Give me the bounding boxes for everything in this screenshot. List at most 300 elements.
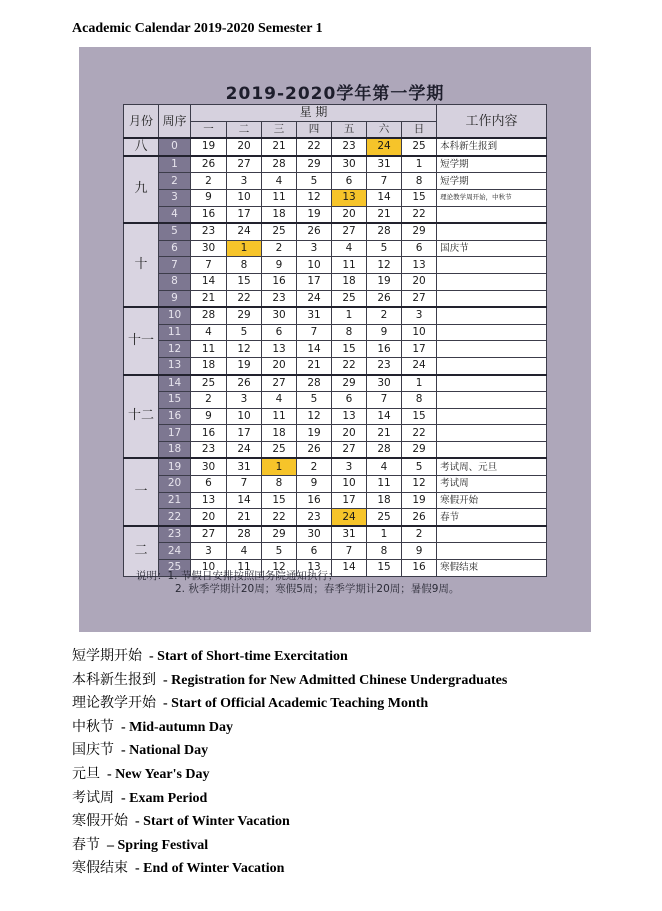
legend-item (72, 835, 507, 859)
week-row (124, 290, 547, 307)
calendar-note-2: 2. 秋季学期计20周；寒假5周；春季学期计20周；暑假9周。 (175, 583, 460, 595)
date-cell: 11 (332, 257, 367, 274)
date-cell: 30 (367, 375, 402, 392)
weekday-header: 四 (297, 121, 332, 138)
date-cell: 12 (402, 476, 437, 493)
date-cell: 11 (227, 560, 262, 577)
header-weekday-group: 星 期 (191, 105, 437, 122)
week-number: 12 (159, 341, 191, 358)
date-cell: 16 (262, 273, 297, 290)
legend-english-translation: - New Year's Day (107, 766, 210, 782)
week-row (124, 425, 547, 442)
date-cell: 9 (297, 476, 332, 493)
week-row (124, 375, 547, 392)
header-month: 月份 (124, 105, 159, 139)
work-content (437, 441, 547, 458)
date-cell: 26 (227, 375, 262, 392)
date-cell: 11 (262, 189, 297, 206)
date-cell: 12 (227, 341, 262, 358)
date-cell: 6 (191, 476, 227, 493)
week-row (124, 156, 547, 173)
month-label: 二 (124, 526, 159, 576)
date-cell: 29 (227, 307, 262, 324)
date-cell: 30 (191, 240, 227, 257)
date-cell: 30 (262, 307, 297, 324)
date-cell: 15 (227, 273, 262, 290)
date-cell: 7 (367, 173, 402, 190)
week-row (124, 223, 547, 240)
date-cell: 25 (262, 223, 297, 240)
date-cell: 1 (332, 307, 367, 324)
date-cell: 25 (191, 375, 227, 392)
header-week: 周序 (159, 105, 191, 139)
week-number: 5 (159, 223, 191, 240)
work-content (437, 375, 547, 392)
date-cell: 28 (227, 526, 262, 543)
date-cell: 16 (402, 560, 437, 577)
legend-english-translation: - Mid-autumn Day (121, 719, 234, 735)
date-cell: 1 (367, 526, 402, 543)
date-cell: 5 (262, 543, 297, 560)
month-label: 十二 (124, 375, 159, 459)
work-content: 考试周 (437, 476, 547, 493)
date-cell: 1 (402, 375, 437, 392)
work-content: 寒假结束 (437, 560, 547, 577)
week-number: 6 (159, 240, 191, 257)
date-cell: 28 (191, 307, 227, 324)
date-cell: 8 (227, 257, 262, 274)
date-cell: 7 (227, 476, 262, 493)
legend-item (72, 811, 507, 835)
date-cell: 19 (227, 357, 262, 374)
week-row (124, 492, 547, 509)
legend-chinese-term: 春节 (72, 836, 100, 853)
date-cell: 2 (191, 173, 227, 190)
week-number: 21 (159, 492, 191, 509)
calendar-image (79, 47, 591, 632)
week-number: 16 (159, 408, 191, 425)
work-content: 理论教学周开始，中秋节 (437, 189, 547, 206)
week-row (124, 458, 547, 475)
legend-chinese-term: 本科新生报到 (72, 671, 156, 688)
weekday-header: 五 (332, 121, 367, 138)
weekday-header: 三 (262, 121, 297, 138)
work-content: 短学期 (437, 173, 547, 190)
date-cell: 25 (262, 441, 297, 458)
week-number: 3 (159, 189, 191, 206)
date-cell: 10 (297, 257, 332, 274)
date-cell: 4 (227, 543, 262, 560)
date-cell: 3 (227, 173, 262, 190)
week-row (124, 509, 547, 526)
date-cell: 26 (297, 223, 332, 240)
date-cell: 5 (367, 240, 402, 257)
week-number: 11 (159, 324, 191, 341)
date-cell: 31 (367, 156, 402, 173)
date-cell: 21 (191, 290, 227, 307)
date-cell: 19 (191, 138, 227, 156)
date-cell: 22 (297, 138, 332, 156)
date-cell: 15 (332, 341, 367, 358)
week-row (124, 206, 547, 223)
date-cell: 17 (332, 492, 367, 509)
date-cell: 1 (402, 156, 437, 173)
date-cell: 24 (227, 441, 262, 458)
date-cell: 22 (402, 425, 437, 442)
weekday-header: 日 (402, 121, 437, 138)
date-cell: 5 (297, 173, 332, 190)
date-cell: 23 (191, 223, 227, 240)
date-cell: 29 (332, 375, 367, 392)
month-label: 一 (124, 458, 159, 525)
date-cell: 14 (367, 408, 402, 425)
week-number: 24 (159, 543, 191, 560)
date-cell: 13 (262, 341, 297, 358)
date-cell: 15 (262, 492, 297, 509)
highlighted-date-cell: 13 (332, 189, 367, 206)
weekday-header: 二 (227, 121, 262, 138)
date-cell: 12 (297, 408, 332, 425)
date-cell: 20 (332, 425, 367, 442)
date-cell: 25 (367, 509, 402, 526)
date-cell: 25 (402, 138, 437, 156)
date-cell: 2 (297, 458, 332, 475)
calendar-heading: 2019-2020学年第一学期 (225, 84, 445, 104)
date-cell: 29 (402, 441, 437, 458)
date-cell: 29 (297, 156, 332, 173)
work-content (437, 257, 547, 274)
date-cell: 30 (191, 458, 227, 475)
date-cell: 18 (332, 273, 367, 290)
date-cell: 7 (367, 392, 402, 409)
work-content (437, 290, 547, 307)
date-cell: 13 (191, 492, 227, 509)
date-cell: 9 (402, 543, 437, 560)
date-cell: 16 (297, 492, 332, 509)
week-number: 14 (159, 375, 191, 392)
date-cell: 10 (332, 476, 367, 493)
legend-chinese-term: 中秋节 (72, 718, 114, 735)
legend-item (72, 858, 507, 882)
legend-chinese-term: 理论教学开始 (72, 695, 156, 712)
work-content: 寒假开始 (437, 492, 547, 509)
legend-chinese-term: 寒假开始 (72, 813, 128, 830)
date-cell: 23 (332, 138, 367, 156)
date-cell: 19 (402, 492, 437, 509)
work-content (437, 307, 547, 324)
date-cell: 11 (367, 476, 402, 493)
month-label: 八 (124, 138, 159, 156)
date-cell: 6 (297, 543, 332, 560)
date-cell: 10 (191, 560, 227, 577)
highlighted-date-cell: 24 (332, 509, 367, 526)
date-cell: 27 (191, 526, 227, 543)
date-cell: 31 (332, 526, 367, 543)
date-cell: 22 (227, 290, 262, 307)
date-cell: 21 (367, 425, 402, 442)
date-cell: 28 (367, 223, 402, 240)
date-cell: 15 (402, 408, 437, 425)
date-cell: 15 (367, 560, 402, 577)
week-number: 18 (159, 441, 191, 458)
date-cell: 25 (332, 290, 367, 307)
date-cell: 6 (262, 324, 297, 341)
date-cell: 23 (262, 290, 297, 307)
date-cell: 24 (227, 223, 262, 240)
week-row (124, 307, 547, 324)
work-content: 短学期 (437, 156, 547, 173)
week-number: 25 (159, 560, 191, 577)
header-work: 工作内容 (437, 105, 547, 139)
date-cell: 29 (402, 223, 437, 240)
date-cell: 24 (402, 357, 437, 374)
work-content (437, 324, 547, 341)
date-cell: 6 (402, 240, 437, 257)
date-cell: 22 (402, 206, 437, 223)
week-row (124, 441, 547, 458)
date-cell: 17 (227, 206, 262, 223)
date-cell: 5 (227, 324, 262, 341)
legend-chinese-term: 元旦 (72, 765, 100, 782)
date-cell: 28 (297, 375, 332, 392)
date-cell: 21 (227, 509, 262, 526)
date-cell: 27 (262, 375, 297, 392)
date-cell: 23 (367, 357, 402, 374)
date-cell: 31 (297, 307, 332, 324)
date-cell: 18 (367, 492, 402, 509)
date-cell: 12 (367, 257, 402, 274)
weekday-header: 六 (367, 121, 402, 138)
work-content (437, 223, 547, 240)
date-cell: 2 (367, 307, 402, 324)
highlighted-date-cell: 1 (227, 240, 262, 257)
date-cell: 14 (227, 492, 262, 509)
date-cell: 21 (367, 206, 402, 223)
week-row (124, 240, 547, 257)
date-cell: 14 (332, 560, 367, 577)
week-row (124, 392, 547, 409)
week-row (124, 357, 547, 374)
date-cell: 7 (332, 543, 367, 560)
work-content (437, 206, 547, 223)
date-cell: 9 (262, 257, 297, 274)
week-number: 8 (159, 273, 191, 290)
date-cell: 21 (262, 138, 297, 156)
week-row (124, 273, 547, 290)
date-cell: 17 (227, 425, 262, 442)
date-cell: 3 (332, 458, 367, 475)
work-content (437, 543, 547, 560)
date-cell: 20 (262, 357, 297, 374)
calendar-table (123, 104, 547, 577)
date-cell: 27 (227, 156, 262, 173)
date-cell: 14 (367, 189, 402, 206)
week-row (124, 189, 547, 206)
week-row (124, 341, 547, 358)
date-cell: 30 (297, 526, 332, 543)
week-number: 20 (159, 476, 191, 493)
date-cell: 21 (297, 357, 332, 374)
date-cell: 10 (227, 408, 262, 425)
month-label: 十一 (124, 307, 159, 374)
date-cell: 19 (297, 206, 332, 223)
date-cell: 27 (332, 441, 367, 458)
date-cell: 18 (262, 206, 297, 223)
date-cell: 15 (402, 189, 437, 206)
date-cell: 2 (262, 240, 297, 257)
week-row (124, 526, 547, 543)
legend-chinese-term: 寒假结束 (72, 860, 128, 877)
work-content (437, 392, 547, 409)
week-number: 15 (159, 392, 191, 409)
week-number: 4 (159, 206, 191, 223)
date-cell: 29 (262, 526, 297, 543)
week-number: 0 (159, 138, 191, 156)
date-cell: 4 (262, 392, 297, 409)
date-cell: 30 (332, 156, 367, 173)
date-cell: 16 (191, 425, 227, 442)
date-cell: 12 (297, 189, 332, 206)
date-cell: 16 (191, 206, 227, 223)
date-cell: 5 (402, 458, 437, 475)
week-number: 19 (159, 458, 191, 475)
date-cell: 27 (402, 290, 437, 307)
legend-chinese-term: 短学期开始 (72, 648, 142, 664)
date-cell: 4 (262, 173, 297, 190)
date-cell: 3 (297, 240, 332, 257)
legend-item (72, 764, 507, 788)
date-cell: 17 (402, 341, 437, 358)
legend-english-translation: – Spring Festival (107, 837, 209, 853)
week-number: 1 (159, 156, 191, 173)
date-cell: 24 (297, 290, 332, 307)
date-cell: 20 (332, 206, 367, 223)
legend-english-translation: - Start of Official Academic Teaching Month (163, 696, 429, 712)
legend-english-translation: - National Day (121, 743, 209, 759)
week-row (124, 543, 547, 560)
date-cell: 13 (402, 257, 437, 274)
week-number: 17 (159, 425, 191, 442)
date-cell: 18 (262, 425, 297, 442)
date-cell: 23 (191, 441, 227, 458)
date-cell: 6 (332, 392, 367, 409)
date-cell: 4 (191, 324, 227, 341)
date-cell: 4 (367, 458, 402, 475)
legend-chinese-term: 考试周 (72, 789, 114, 806)
week-number: 23 (159, 526, 191, 543)
date-cell: 22 (332, 357, 367, 374)
date-cell: 10 (227, 189, 262, 206)
work-content (437, 341, 547, 358)
date-cell: 31 (227, 458, 262, 475)
work-content: 本科新生报到 (437, 138, 547, 156)
date-cell: 8 (402, 173, 437, 190)
date-cell: 2 (191, 392, 227, 409)
month-label: 九 (124, 156, 159, 223)
date-cell: 19 (297, 425, 332, 442)
legend-english-translation: - Start of Short-time Exercitation (149, 649, 348, 664)
month-label: 十 (124, 223, 159, 307)
date-cell: 8 (332, 324, 367, 341)
legend-list (72, 646, 507, 882)
date-cell: 23 (297, 509, 332, 526)
date-cell: 27 (332, 223, 367, 240)
work-content (437, 273, 547, 290)
legend-english-translation: - Start of Winter Vacation (135, 814, 290, 830)
date-cell: 8 (367, 543, 402, 560)
date-cell: 26 (297, 441, 332, 458)
legend-chinese-term: 国庆节 (72, 742, 114, 759)
work-content (437, 357, 547, 374)
week-number: 10 (159, 307, 191, 324)
date-cell: 8 (262, 476, 297, 493)
date-cell: 4 (332, 240, 367, 257)
legend-english-translation: - Registration for New Admitted Chinese Undergraduates (163, 672, 508, 688)
week-number: 2 (159, 173, 191, 190)
work-content (437, 526, 547, 543)
date-cell: 26 (402, 509, 437, 526)
work-content (437, 408, 547, 425)
date-cell: 9 (191, 189, 227, 206)
date-cell: 20 (227, 138, 262, 156)
highlighted-date-cell: 24 (367, 138, 402, 156)
date-cell: 20 (191, 509, 227, 526)
legend-english-translation: - End of Winter Vacation (135, 861, 285, 877)
week-row (124, 173, 547, 190)
work-content: 考试周、元旦 (437, 458, 547, 475)
legend-item (72, 740, 507, 764)
date-cell: 16 (367, 341, 402, 358)
date-cell: 3 (191, 543, 227, 560)
work-content (437, 425, 547, 442)
date-cell: 9 (191, 408, 227, 425)
legend-item (72, 788, 507, 812)
date-cell: 7 (191, 257, 227, 274)
date-cell: 18 (191, 357, 227, 374)
date-cell: 5 (297, 392, 332, 409)
highlighted-date-cell: 1 (262, 458, 297, 475)
week-number: 7 (159, 257, 191, 274)
work-content: 国庆节 (437, 240, 547, 257)
date-cell: 2 (402, 526, 437, 543)
date-cell: 6 (332, 173, 367, 190)
week-row (124, 408, 547, 425)
date-cell: 7 (297, 324, 332, 341)
week-number: 9 (159, 290, 191, 307)
date-cell: 17 (297, 273, 332, 290)
week-row (124, 138, 547, 156)
document-title: Academic Calendar 2019-2020 Semester 1 (72, 21, 323, 36)
legend-item (72, 670, 507, 694)
legend-item (72, 717, 507, 741)
week-row (124, 476, 547, 493)
date-cell: 14 (297, 341, 332, 358)
work-content: 春节 (437, 509, 547, 526)
date-cell: 20 (402, 273, 437, 290)
date-cell: 19 (367, 273, 402, 290)
date-cell: 11 (262, 408, 297, 425)
weekday-header: 一 (191, 121, 227, 138)
legend-item (72, 693, 507, 717)
date-cell: 8 (402, 392, 437, 409)
legend-english-translation: - Exam Period (121, 790, 208, 806)
week-number: 22 (159, 509, 191, 526)
date-cell: 28 (367, 441, 402, 458)
week-row (124, 257, 547, 274)
date-cell: 22 (262, 509, 297, 526)
date-cell: 26 (191, 156, 227, 173)
date-cell: 9 (367, 324, 402, 341)
